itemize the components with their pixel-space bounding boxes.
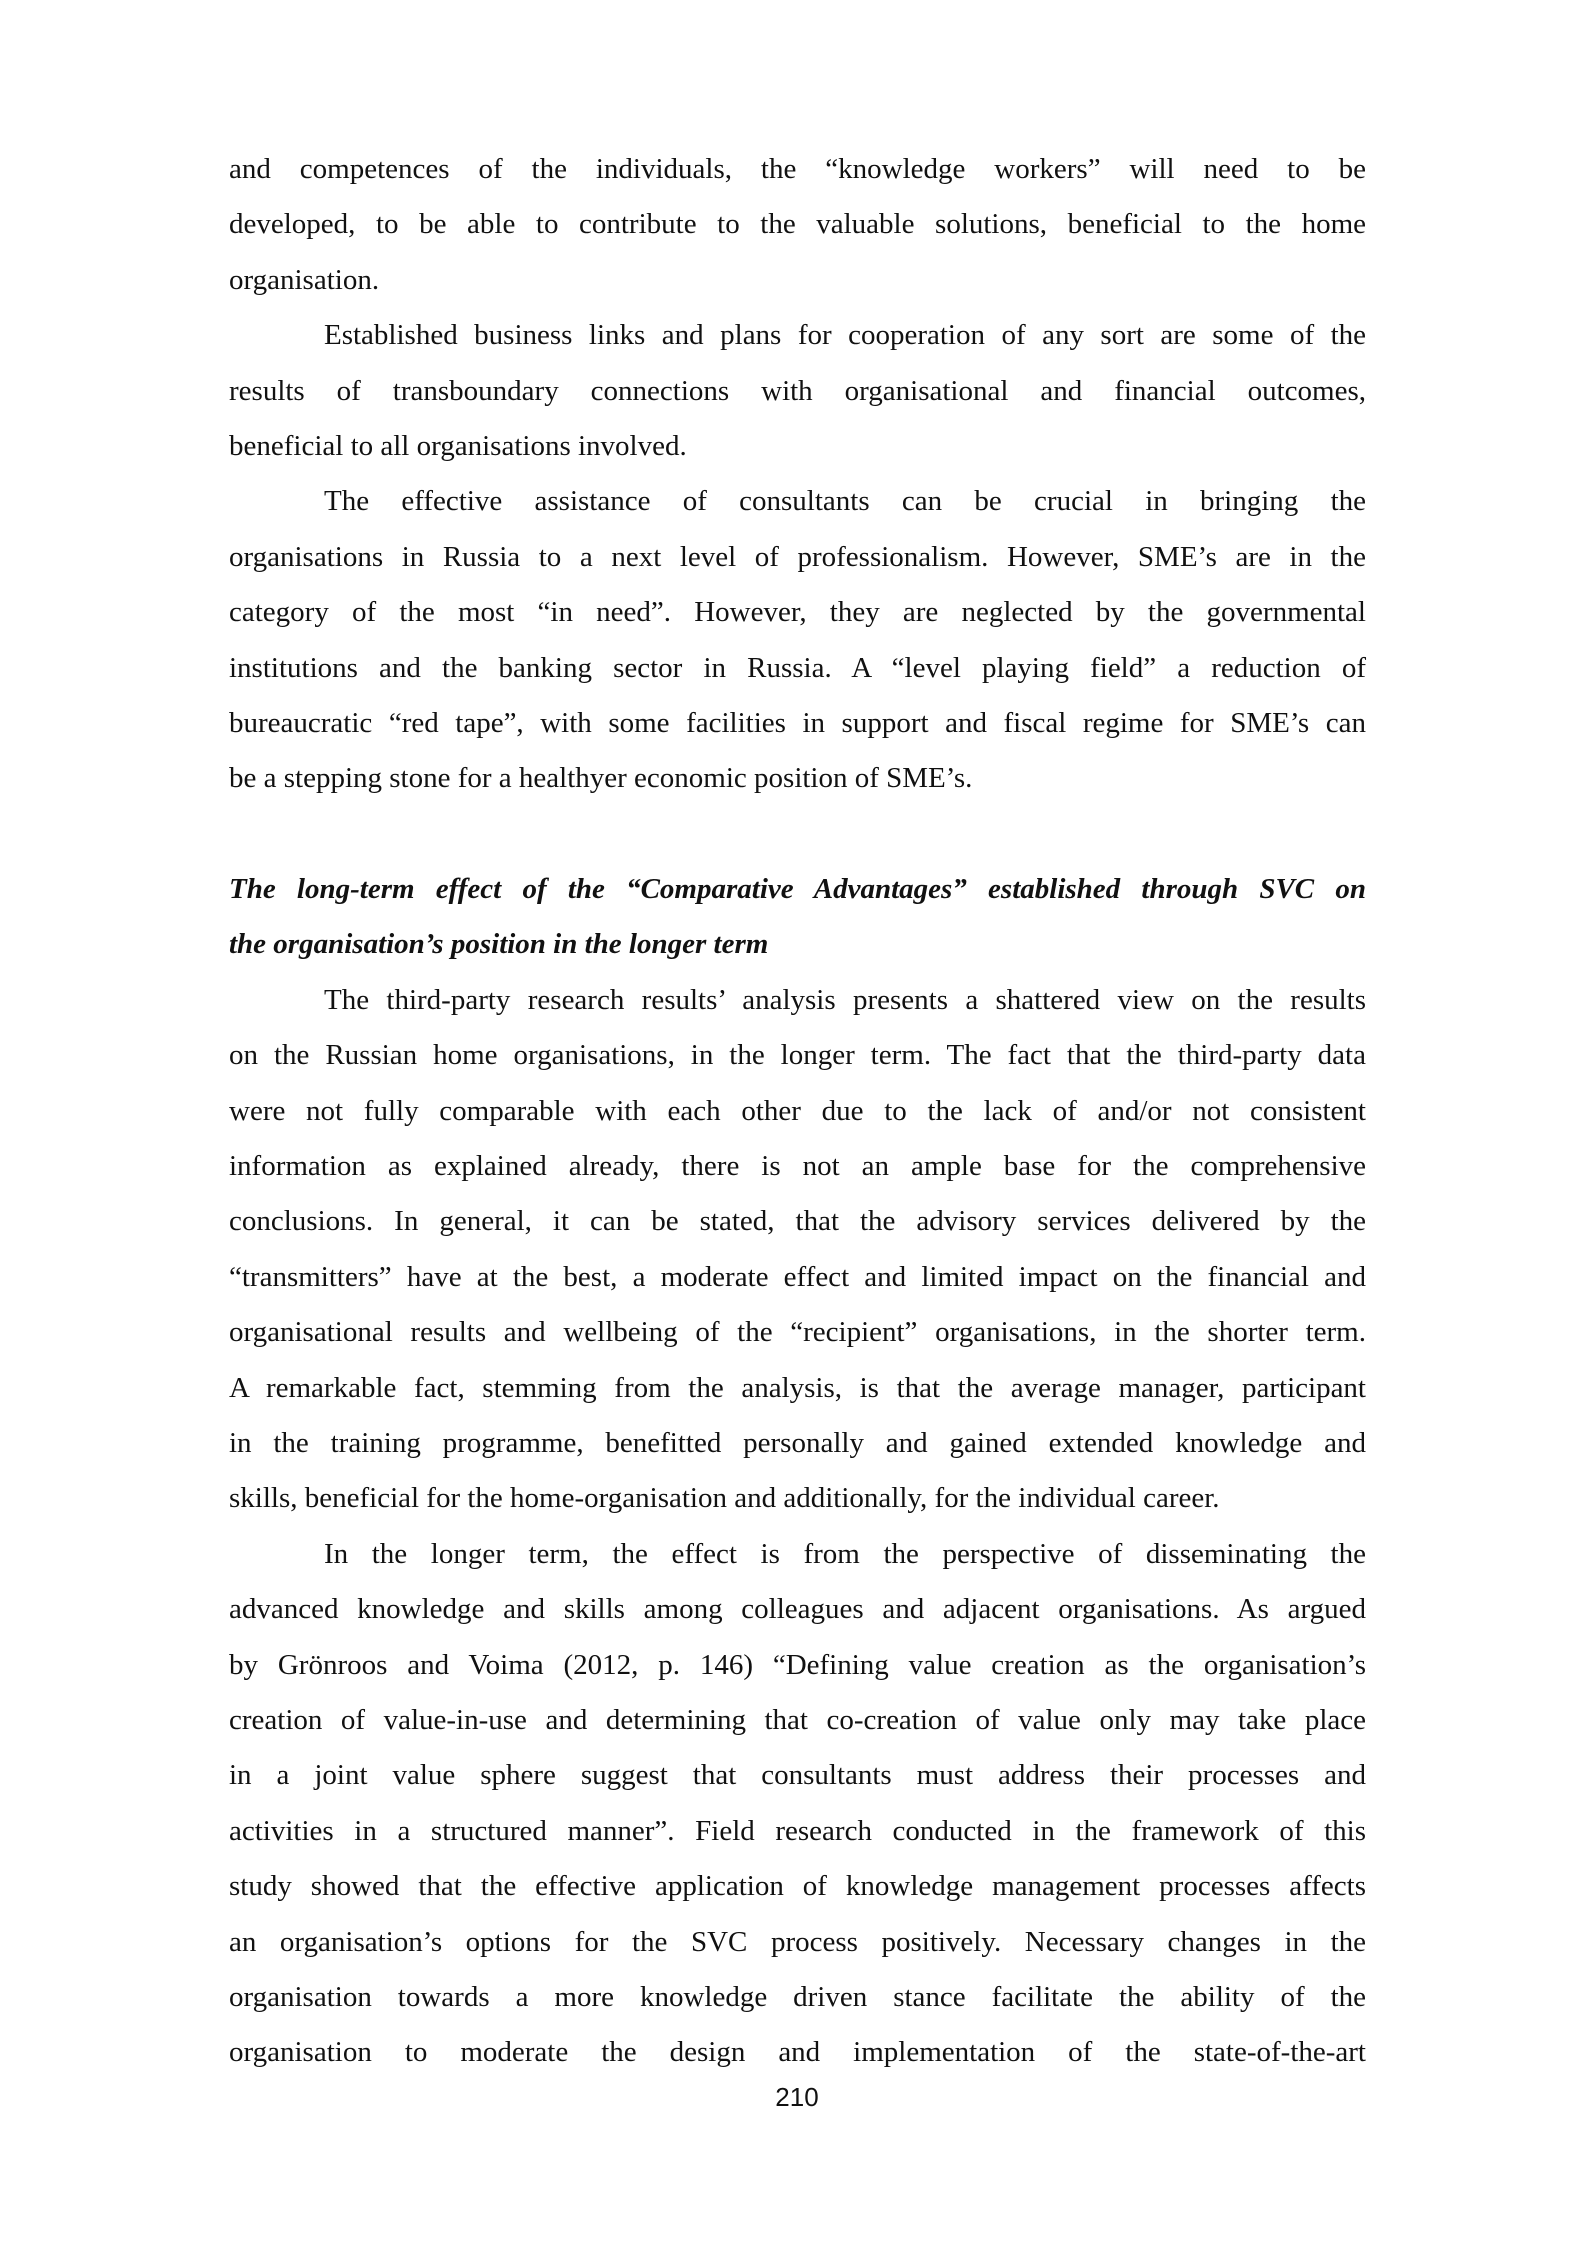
text-line: conclusions. In general, it can be stated, that the advisory services delivered by the — [229, 1205, 1366, 1238]
text-line: skills, beneficial for the home-organisation and additionally, for the individual career. — [229, 1482, 1220, 1515]
heading-line: The long-term effect of the “Comparative Advantages” established through SVC on — [229, 873, 1366, 906]
text-line: study showed that the effective application of knowledge management processes affects — [229, 1870, 1366, 1903]
text-line: “transmitters” have at the best, a moderate effect and limited impact on the financial and — [229, 1260, 1366, 1293]
text-line: activities in a structured manner”. Field research conducted in the framework of this — [229, 1814, 1366, 1847]
paragraph-5 — [229, 1527, 1366, 2081]
text-line: information as explained already, there is not an ample base for the comprehensive — [229, 1150, 1366, 1183]
text-line: in a joint value sphere suggest that consultants must address their processes and — [229, 1759, 1366, 1792]
text-line: bureaucratic “red tape”, with some facilities in support and fiscal regime for SME’s can — [229, 706, 1366, 739]
document-page — [229, 142, 1366, 2081]
text-line: an organisation’s options for the SVC process positively. Necessary changes in the — [229, 1925, 1366, 1958]
text-line: advanced knowledge and skills among colleagues and adjacent organisations. As argued — [229, 1593, 1366, 1626]
text-line: were not fully comparable with each other due to the lack of and/or not consistent — [229, 1094, 1366, 1127]
text-line: The effective assistance of consultants can be crucial in bringing the — [324, 485, 1366, 518]
text-line: organisations in Russia to a next level of professionalism. However, SME’s are in the — [229, 540, 1366, 573]
paragraph-1 — [229, 142, 1366, 308]
text-line: on the Russian home organisations, in the longer term. The fact that the third-party data — [229, 1039, 1366, 1072]
text-line: organisation to moderate the design and implementation of the state-of-the-art — [229, 2036, 1366, 2069]
text-line: In the longer term, the effect is from the perspective of disseminating the — [324, 1537, 1366, 1570]
text-line: in the training programme, benefitted personally and gained extended knowledge and — [229, 1426, 1366, 1459]
text-line: organisational results and wellbeing of the “recipient” organisations, in the shorter term. — [229, 1316, 1366, 1349]
text-line: and competences of the individuals, the “knowledge workers” will need to be — [229, 153, 1366, 185]
paragraph-2 — [229, 308, 1366, 474]
text-line: category of the most “in need”. However, they are neglected by the governmental — [229, 596, 1366, 629]
text-line: be a stepping stone for a healthyer economic position of SME’s. — [229, 762, 973, 795]
text-line: developed, to be able to contribute to the valuable solutions, beneficial to the home — [229, 208, 1366, 241]
section-heading — [229, 862, 1366, 973]
text-line: A remarkable fact, stemming from the analysis, is that the average manager, participant — [229, 1371, 1366, 1404]
text-line: institutions and the banking sector in Russia. A “level playing field” a reduction of — [229, 651, 1366, 684]
paragraph-4 — [229, 973, 1366, 1527]
text-line: creation of value-in-use and determining that co-creation of value only may take place — [229, 1703, 1366, 1736]
text-line: organisation. — [229, 263, 380, 296]
blank-line — [229, 807, 1366, 862]
heading-line: the organisation’s position in the longer term — [229, 928, 769, 961]
page-number: 210 — [775, 2082, 819, 2112]
text-line: organisation towards a more knowledge driven stance facilitate the ability of the — [229, 1980, 1366, 2013]
text-line: by Grönroos and Voima (2012, p. 146) “Defining value creation as the organisation’s — [229, 1648, 1366, 1681]
text-line: results of transboundary connections with organisational and financial outcomes, — [229, 374, 1366, 407]
paragraph-3 — [229, 474, 1366, 806]
text-line: Established business links and plans for cooperation of any sort are some of the — [324, 319, 1366, 352]
text-line: beneficial to all organisations involved. — [229, 429, 687, 462]
text-line: The third-party research results’ analysis presents a shattered view on the results — [324, 983, 1366, 1016]
